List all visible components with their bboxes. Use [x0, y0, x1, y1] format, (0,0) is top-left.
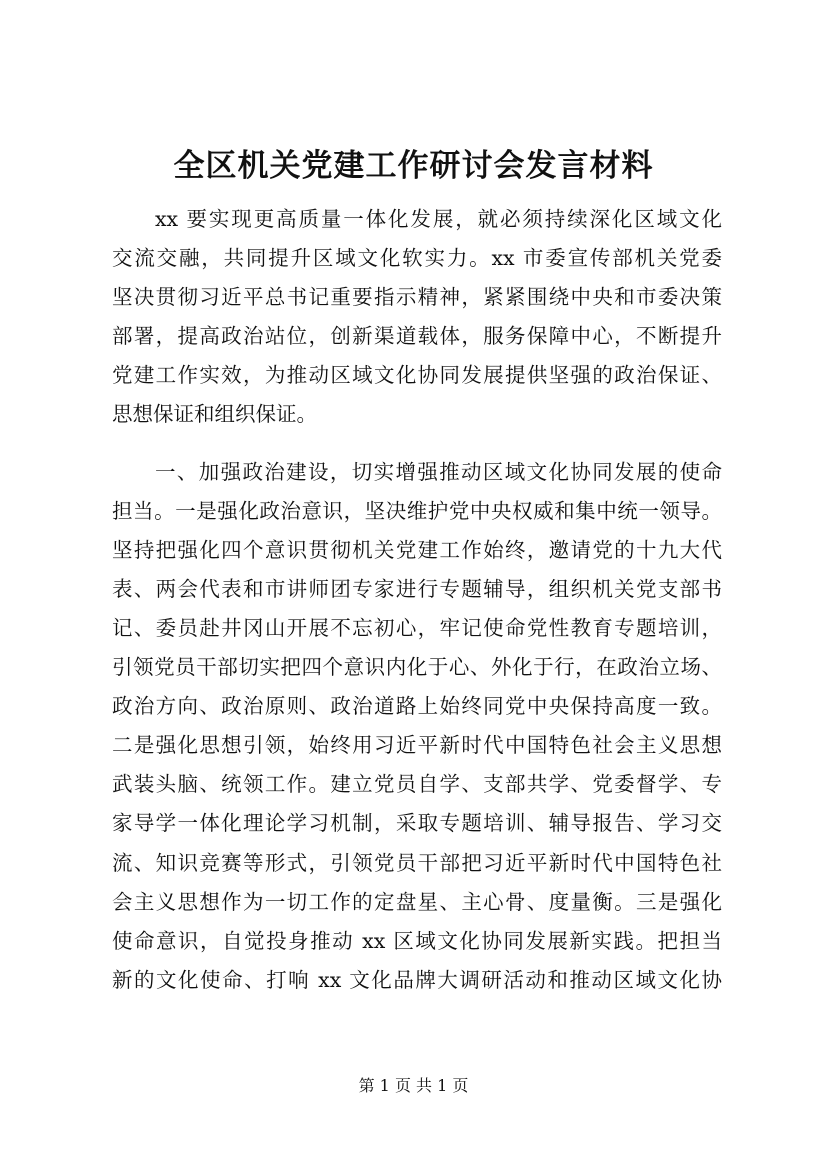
- text-line: 记、委员赴井冈山开展不忘初心，牢记使命党性教育专题培训，: [112, 615, 722, 640]
- page-title: 全区机关党建工作研讨会发言材料: [173, 148, 654, 184]
- paragraph: [112, 200, 722, 435]
- text-line: 坚决贯彻习近平总书记重要指示精神，紧紧围绕中央和市委决策: [112, 285, 722, 310]
- text-line: 流、知识竞赛等形式，引领党员干部把习近平新时代中国特色社: [112, 850, 722, 875]
- text-line: 坚持把强化四个意识贯彻机关党建工作始终，邀请党的十九大代: [112, 537, 722, 562]
- text-line: 担当。一是强化政治意识，坚决维护党中央权威和集中统一领导。: [112, 498, 722, 523]
- text-line: 表、两会代表和市讲师团专家进行专题辅导，组织机关党支部书: [112, 576, 722, 601]
- text-line: 家导学一体化理论学习机制，采取专题培训、辅导报告、学习交: [112, 811, 722, 836]
- text-line: 武装头脑、统领工作。建立党员自学、支部共学、党委督学、专: [112, 772, 722, 797]
- text-line: 部署，提高政治站位，创新渠道载体，服务保障中心，不断提升: [112, 324, 722, 349]
- text-line: 党建工作实效，为推动区域文化协同发展提供坚强的政治保证、: [112, 363, 722, 388]
- paragraph-gap: [112, 435, 722, 453]
- page-number-label: 第 1 页 共 1 页: [358, 1076, 469, 1095]
- text-line: 引领党员干部切实把四个意识内化于心、外化于行，在政治立场、: [112, 655, 722, 680]
- document-body: [112, 200, 722, 1000]
- paragraph: [112, 453, 722, 1000]
- text-line: 思想保证和组织保证。: [112, 402, 317, 427]
- page-footer: [0, 1076, 827, 1096]
- text-line: 新的文化使命、打响 xx 文化品牌大调研活动和推动区域文化协: [112, 967, 722, 992]
- text-line: 会主义思想作为一切工作的定盘星、主心骨、度量衡。三是强化: [112, 889, 722, 914]
- text-line: 政治方向、政治原则、政治道路上始终同党中央保持高度一致。: [112, 694, 722, 719]
- text-line: 一、加强政治建设，切实增强推动区域文化协同发展的使命: [155, 459, 722, 484]
- text-line: 使命意识，自觉投身推动 xx 区域文化协同发展新实践。把担当: [112, 928, 722, 953]
- text-line: xx 要实现更高质量一体化发展，就必须持续深化区域文化: [155, 207, 722, 231]
- text-line: 二是强化思想引领，始终用习近平新时代中国特色社会主义思想: [112, 733, 722, 758]
- text-line: 交流交融，共同提升区域文化软实力。xx 市委宣传部机关党委: [112, 246, 722, 271]
